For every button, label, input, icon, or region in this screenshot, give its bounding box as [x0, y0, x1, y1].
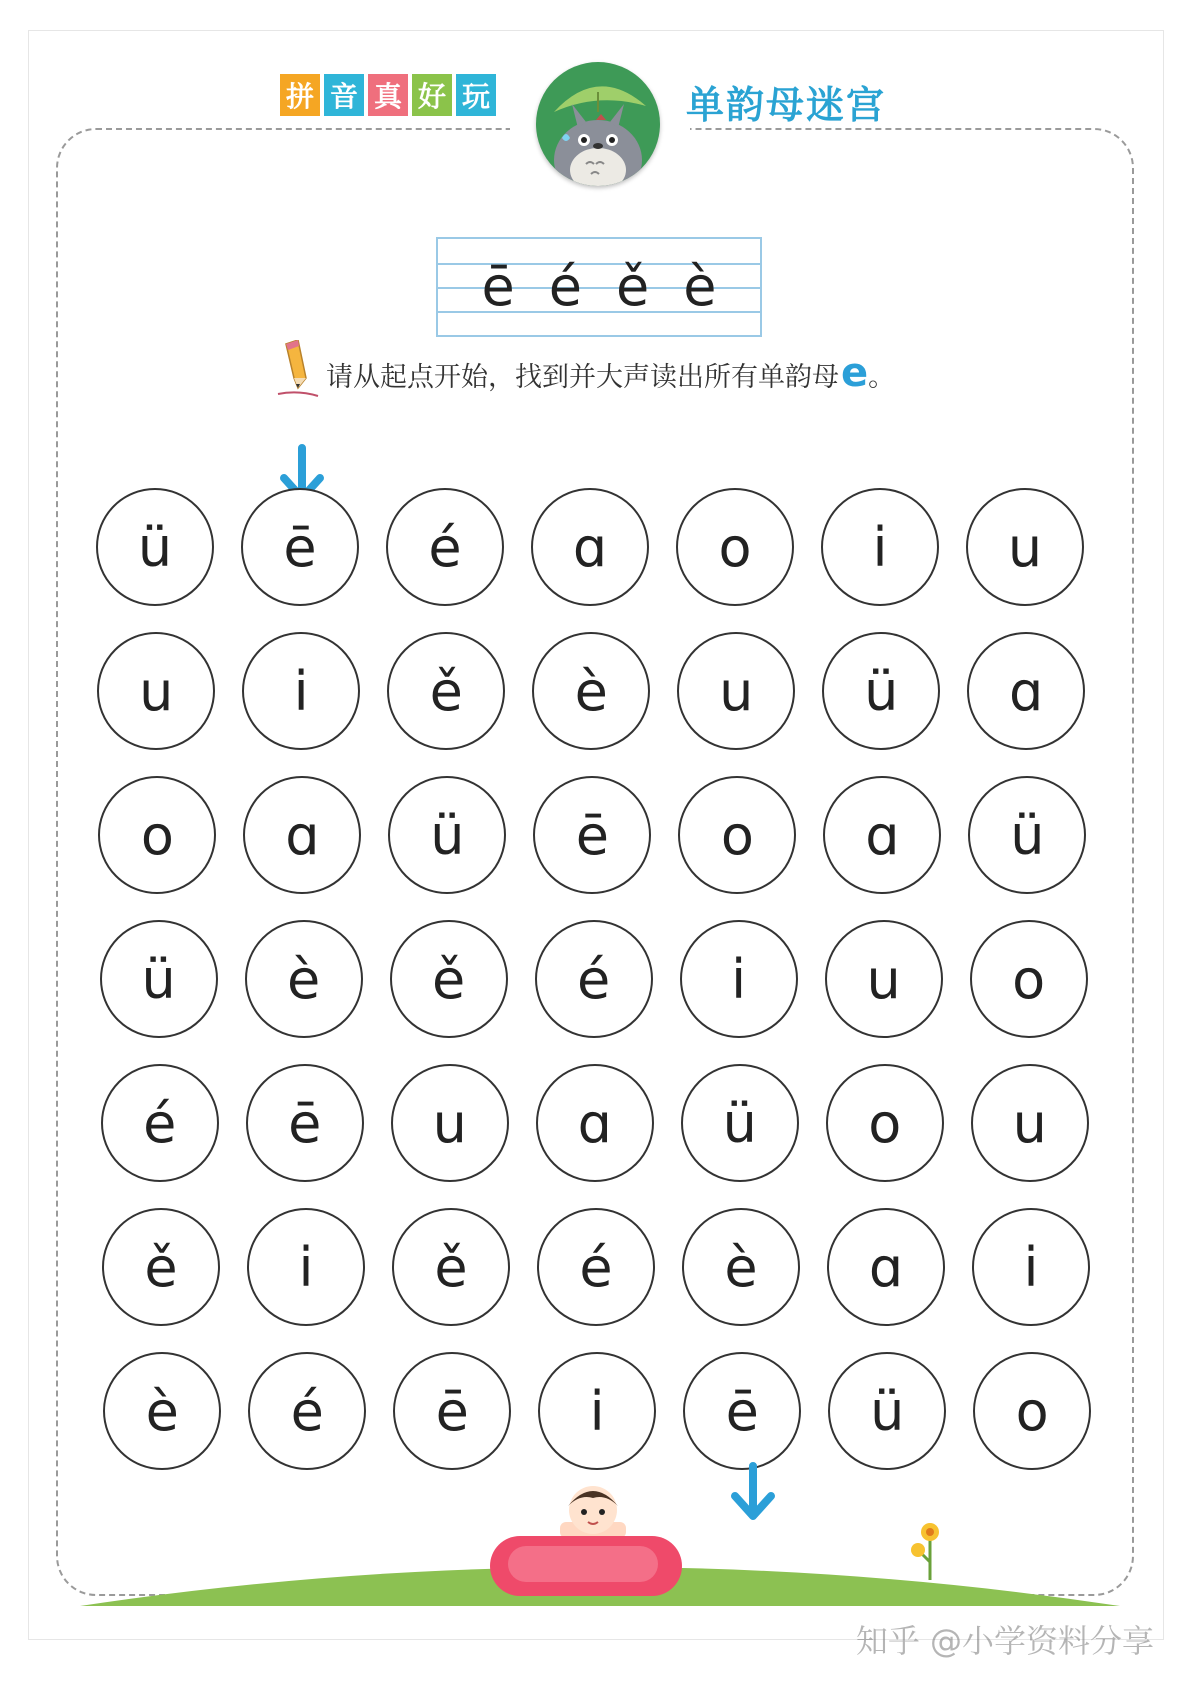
- maze-cell-r7-c4[interactable]: i: [538, 1352, 656, 1470]
- maze-cell-r7-c1[interactable]: è: [103, 1352, 221, 1470]
- instruction: [326, 350, 895, 396]
- tone-4: è: [683, 255, 717, 318]
- maze-cell-r4-c5[interactable]: i: [680, 920, 798, 1038]
- maze-cell-r3-c3[interactable]: ü: [388, 776, 506, 894]
- maze-cell-r1-c1[interactable]: ü: [96, 488, 214, 606]
- maze-grid: [96, 488, 1106, 1488]
- series-tile-2: 音: [324, 74, 364, 116]
- sleeping-bag: [486, 1530, 686, 1600]
- tone-1: ē: [481, 255, 515, 318]
- page-title: 单韵母迷宫: [686, 83, 887, 127]
- series-label: [280, 74, 496, 116]
- maze-cell-r6-c3[interactable]: ě: [392, 1208, 510, 1326]
- series-tile-4: 好: [412, 74, 452, 116]
- maze-cell-r4-c1[interactable]: ü: [100, 920, 218, 1038]
- maze-cell-r7-c7[interactable]: o: [973, 1352, 1091, 1470]
- maze-cell-r6-c7[interactable]: i: [972, 1208, 1090, 1326]
- tone-3: ě: [616, 255, 650, 318]
- maze-cell-r4-c6[interactable]: u: [825, 920, 943, 1038]
- end-arrow-icon: [725, 1462, 781, 1524]
- maze-cell-r2-c7[interactable]: ɑ: [967, 632, 1085, 750]
- maze-cell-r3-c4[interactable]: ē: [533, 776, 651, 894]
- watermark: 知乎 @小学资料分享: [855, 1622, 1154, 1660]
- maze-cell-r5-c6[interactable]: o: [826, 1064, 944, 1182]
- maze-cell-r7-c2[interactable]: é: [248, 1352, 366, 1470]
- maze-cell-r6-c5[interactable]: è: [682, 1208, 800, 1326]
- maze-cell-r3-c1[interactable]: o: [98, 776, 216, 894]
- maze-cell-r5-c7[interactable]: u: [971, 1064, 1089, 1182]
- maze-cell-r4-c4[interactable]: é: [535, 920, 653, 1038]
- maze-cell-r5-c3[interactable]: u: [391, 1064, 509, 1182]
- maze-cell-r7-c5[interactable]: ē: [683, 1352, 801, 1470]
- maze-cell-r1-c2[interactable]: ē: [241, 488, 359, 606]
- maze-cell-r5-c2[interactable]: ē: [246, 1064, 364, 1182]
- maze-cell-r3-c5[interactable]: o: [678, 776, 796, 894]
- instruction-text: 请从起点开始，找到并大声读出所有单韵母: [326, 362, 839, 393]
- maze-cell-r2-c2[interactable]: i: [242, 632, 360, 750]
- maze-cell-r7-c3[interactable]: ē: [393, 1352, 511, 1470]
- maze-cell-r5-c1[interactable]: é: [101, 1064, 219, 1182]
- maze-cell-r2-c6[interactable]: ü: [822, 632, 940, 750]
- maze-cell-r6-c4[interactable]: é: [537, 1208, 655, 1326]
- maze-cell-r2-c1[interactable]: u: [97, 632, 215, 750]
- maze-cell-r6-c6[interactable]: ɑ: [827, 1208, 945, 1326]
- maze-cell-r1-c5[interactable]: o: [676, 488, 794, 606]
- maze-cell-r6-c1[interactable]: ě: [102, 1208, 220, 1326]
- series-tile-1: 拼: [280, 74, 320, 116]
- maze-cell-r1-c4[interactable]: ɑ: [531, 488, 649, 606]
- tone-writing-box: [436, 237, 762, 337]
- maze-cell-r5-c4[interactable]: ɑ: [536, 1064, 654, 1182]
- instruction-target-vowel: e: [841, 350, 869, 396]
- maze-cell-r5-c5[interactable]: ü: [681, 1064, 799, 1182]
- mascot-badge: [536, 62, 660, 186]
- maze-cell-r3-c6[interactable]: ɑ: [823, 776, 941, 894]
- instruction-end: 。: [868, 362, 896, 393]
- totoro-mascot-icon: [536, 62, 660, 186]
- series-tile-3: 真: [368, 74, 408, 116]
- maze-cell-r2-c3[interactable]: ě: [387, 632, 505, 750]
- pencil-icon: [272, 340, 322, 400]
- maze-cell-r1-c3[interactable]: é: [386, 488, 504, 606]
- maze-cell-r4-c2[interactable]: è: [245, 920, 363, 1038]
- maze-cell-r3-c7[interactable]: ü: [968, 776, 1086, 894]
- tone-2: é: [548, 255, 582, 318]
- maze-cell-r7-c6[interactable]: ü: [828, 1352, 946, 1470]
- maze-cell-r1-c6[interactable]: i: [821, 488, 939, 606]
- maze-cell-r4-c7[interactable]: o: [970, 920, 1088, 1038]
- series-tile-5: 玩: [456, 74, 496, 116]
- maze-cell-r4-c3[interactable]: ě: [390, 920, 508, 1038]
- maze-cell-r1-c7[interactable]: u: [966, 488, 1084, 606]
- tone-list: [438, 255, 760, 318]
- maze-cell-r2-c4[interactable]: è: [532, 632, 650, 750]
- flower-icon: [906, 1518, 952, 1584]
- maze-cell-r6-c2[interactable]: i: [247, 1208, 365, 1326]
- maze-cell-r3-c2[interactable]: ɑ: [243, 776, 361, 894]
- maze-cell-r2-c5[interactable]: u: [677, 632, 795, 750]
